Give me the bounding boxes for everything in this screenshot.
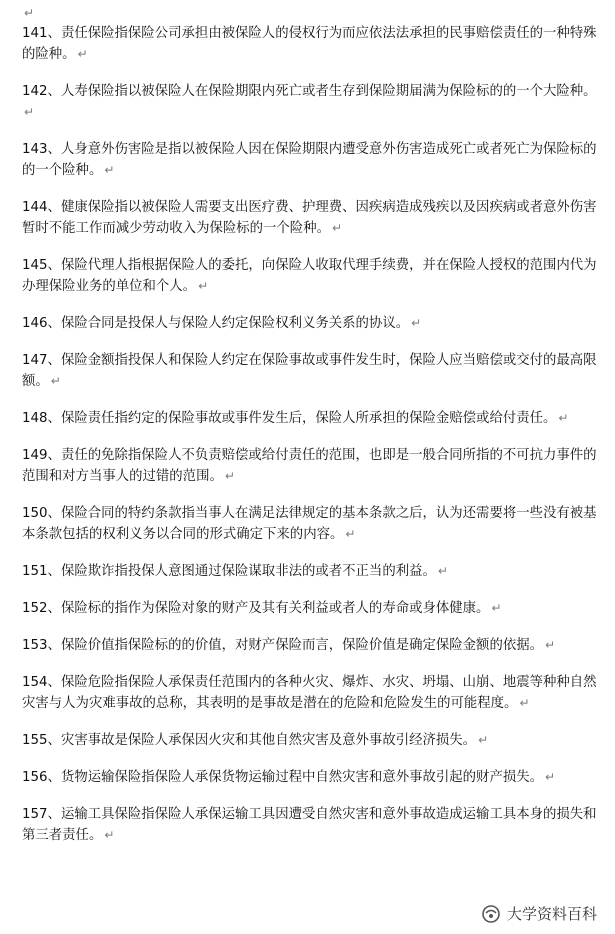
- entry-number: 156、: [22, 770, 61, 785]
- definition-entry: [22, 561, 597, 582]
- entry-number: 146、: [22, 316, 61, 331]
- entry-text: 保险责任指约定的保险事故或事件发生后，保险人所承担的保险金赔偿或给付责任。: [60, 411, 557, 426]
- entry-text: 保险价值指保险标的的价值，对财产保险而言，保险价值是确定保险金额的依据。: [60, 638, 544, 653]
- entry-number: 143、: [22, 142, 61, 157]
- entry-number: 152、: [22, 601, 61, 616]
- definition-entry: [22, 408, 597, 429]
- paragraph-mark: ↵: [545, 638, 556, 652]
- entry-text: 保险合同的特约条款指当事人在满足法律规定的基本条款之后，认为还需要将一些没有被基本条款包括的权利义务以合同的形式确定下来的内容。: [22, 506, 597, 542]
- entry-text: 保险金额指投保人和保险人约定在保险事故或事件发生时，保险人应当赔偿或交付的最高限额。: [22, 353, 597, 389]
- entry-number: 148、: [22, 411, 61, 426]
- definition-entry: [22, 445, 597, 487]
- entry-text: 保险危险指保险人承保责任范围内的各种火灾、爆炸、水灾、坍塌、山崩、地震等种种自然灾害与人为灾难事故的总称，其表明的是事故是潜在的危险和危险发生的可能程度。: [22, 675, 597, 711]
- paragraph-mark: ↵: [545, 770, 556, 784]
- entry-text: 灾害事故是保险人承保因火灾和其他自然灾害及意外事故引经济损失。: [60, 733, 477, 748]
- paragraph-mark: ↵: [104, 828, 115, 842]
- paragraph-mark: ↵: [331, 221, 343, 235]
- paragraph-mark: ↵: [77, 47, 88, 61]
- definition-entry: [22, 197, 597, 239]
- definition-entry: [22, 730, 597, 751]
- entry-number: 144、: [22, 200, 61, 215]
- entry-text: 运输工具保险指保险人承保运输工具因遭受自然灾害和意外事故造成运输工具本身的损失和第三者责任。: [22, 807, 597, 843]
- definition-entry: [22, 81, 597, 123]
- paragraph-mark: ↵: [519, 696, 530, 710]
- paragraph-mark: ↵: [437, 564, 448, 578]
- paragraph-mark: ↵: [198, 279, 209, 293]
- definition-entry: [22, 313, 597, 334]
- entry-text: 保险欺诈指投保人意图通过保险谋取非法的或者不正当的利益。: [60, 564, 436, 579]
- definition-entry: [22, 672, 597, 714]
- entry-text: 健康保险指以被保险人需要支出医疗费、护理费、因疾病造成残疾以及因疾病或者意外伤害暂时不能工作而减少劳动收入为保险标的一个险种。: [22, 200, 597, 236]
- entry-number: 142、: [22, 84, 61, 99]
- entry-number: 147、: [22, 353, 61, 368]
- empty-paragraph: ↵: [24, 6, 35, 20]
- entry-number: 150、: [22, 506, 61, 521]
- paragraph-mark: ↵: [50, 374, 61, 388]
- watermark: [477, 901, 601, 926]
- definition-entry: [22, 804, 597, 846]
- entry-text: 人寿保险指以被保险人在保险期限内死亡或者生存到保险期届满为保险标的的一个大险种。: [60, 84, 597, 99]
- definition-entry: [22, 350, 597, 392]
- entry-text: 责任保险指保险公司承担由被保险人的侵权行为而应依法法承担的民事赔偿责任的一种特殊的险种。: [22, 26, 597, 62]
- watermark-text: 大学资料百科: [506, 905, 597, 923]
- definition-entry: [22, 23, 597, 65]
- paragraph-mark: ↵: [224, 469, 235, 483]
- entry-number: 153、: [22, 638, 61, 653]
- entry-number: 151、: [22, 564, 61, 579]
- entry-text: 保险代理人指根据保险人的委托，向保险人收取代理手续费，并在保险人授权的范围内代为办理保险业务的单位和个人。: [22, 258, 597, 294]
- entry-text: 责任的免除指保险人不负责赔偿或给付责任的范围，也即是一般合同所指的不可抗力事件的范围和对方当事人的过错的范围。: [22, 448, 597, 484]
- paragraph-mark: ↵: [491, 601, 502, 615]
- paragraph-mark: ↵: [345, 527, 356, 541]
- entry-number: 157、: [22, 807, 61, 822]
- paragraph-mark: ↵: [24, 105, 35, 119]
- definition-entry: [22, 635, 597, 656]
- paragraph-mark: ↵: [558, 411, 569, 425]
- entry-text: 保险标的指作为保险对象的财产及其有关利益或者人的寿命或身体健康。: [60, 601, 490, 616]
- entry-number: 145、: [22, 258, 61, 273]
- paragraph-mark: ↵: [104, 163, 115, 177]
- paragraph-mark: ↵: [411, 316, 422, 330]
- entry-text: 货物运输保险指保险人承保货物运输过程中自然灾害和意外事故引起的财产损失。: [60, 770, 544, 785]
- definition-entry: [22, 598, 597, 619]
- entry-number: 141、: [22, 26, 61, 41]
- definition-entry: [22, 139, 597, 181]
- definition-entry: [22, 255, 597, 297]
- definition-entry: [22, 503, 597, 545]
- entry-text: 人身意外伤害险是指以被保险人因在保险期限内遭受意外伤害造成死亡或者死亡为保险标的的一个险种。: [22, 142, 597, 178]
- definition-entry: [22, 767, 597, 788]
- paragraph-mark: ↵: [478, 733, 489, 747]
- wechat-channel-icon: [481, 904, 501, 924]
- entry-list: [22, 23, 597, 846]
- entry-number: 155、: [22, 733, 61, 748]
- entry-number: 154、: [22, 675, 61, 690]
- entry-number: 149、: [22, 448, 61, 463]
- entry-text: 保险合同是投保人与保险人约定保险权利义务关系的协议。: [60, 316, 410, 331]
